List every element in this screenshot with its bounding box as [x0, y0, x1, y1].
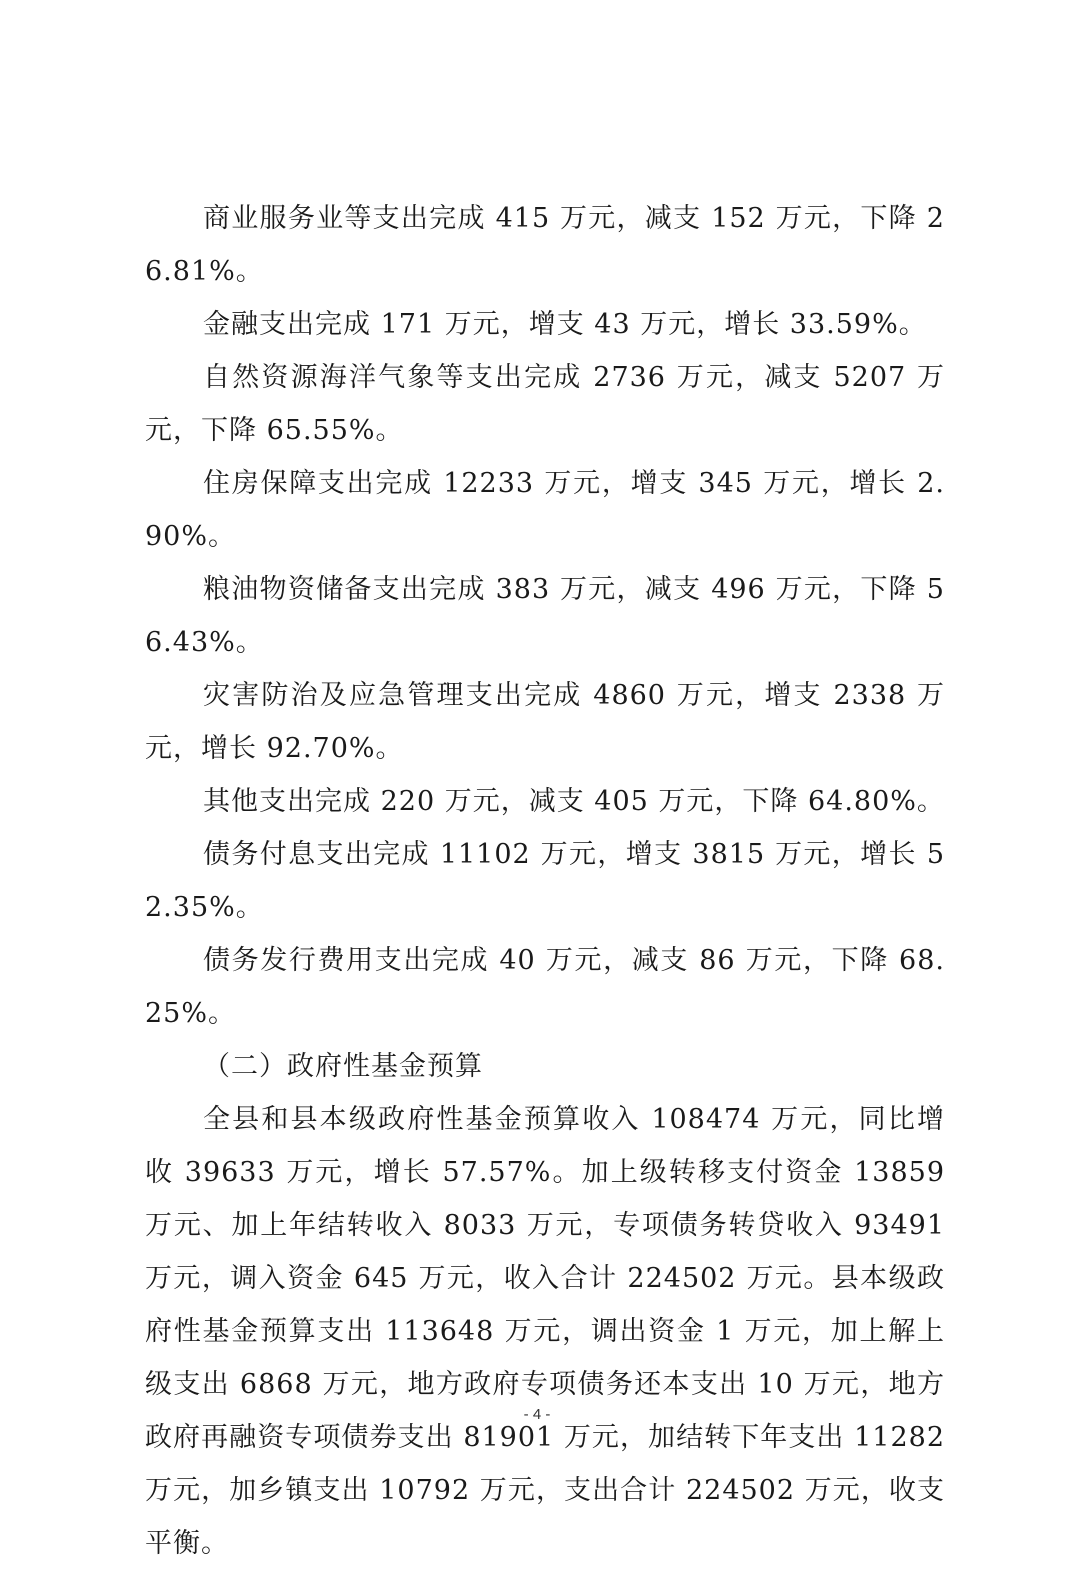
paragraph-disaster-prevention: 灾害防治及应急管理支出完成 4860 万元，增支 2338 万元，增长 92.70%。 — [145, 680, 945, 764]
page-number: - 4 - — [523, 1406, 551, 1423]
paragraph-other-expenditure: 其他支出完成 220 万元，减支 405 万元，下降 64.80%。 — [203, 786, 945, 817]
paragraph-debt-issuance: 债务发行费用支出完成 40 万元，减支 86 万元，下降 68.25%。 — [145, 945, 945, 1029]
document-body — [145, 192, 945, 1570]
paragraph-natural-resources: 自然资源海洋气象等支出完成 2736 万元，减支 5207 万元，下降 65.55%。 — [145, 362, 945, 446]
paragraph-grain-reserves: 粮油物资储备支出完成 383 万元，减支 496 万元，下降 56.43%。 — [145, 574, 945, 658]
paragraph-fund-budget: 全县和县本级政府性基金预算收入 108474 万元，同比增收 39633 万元，增长 57.57%。加上级转移支付资金 13859 万元、加上年结转收入 8033 万元，专项债务转贷收入 93491 万元，调入资金 645 万元，收入合计 224502 万元。县本级政府性基金预算支出 113648 万元，调出资金 1 万元，加上解上级支出 6868 万元，地方政府专项债务还本支出 10 万元，地方政府再融资专项债券支出 81901 万元，加结转下年支出 11282 万元，加乡镇支出 10792 万元，支出合计 224502 万元，收支平衡。 — [145, 1104, 945, 1559]
paragraph-commerce-services: 商业服务业等支出完成 415 万元，减支 152 万元，下降 26.81%。 — [145, 203, 945, 287]
paragraph-finance: 金融支出完成 171 万元，增支 43 万元，增长 33.59%。 — [203, 309, 927, 340]
section-heading: （二）政府性基金预算 — [203, 1051, 483, 1082]
paragraph-debt-interest: 债务付息支出完成 11102 万元，增支 3815 万元，增长 52.35%。 — [145, 839, 945, 923]
paragraph-housing: 住房保障支出完成 12233 万元，增支 345 万元，增长 2.90%。 — [145, 468, 945, 552]
